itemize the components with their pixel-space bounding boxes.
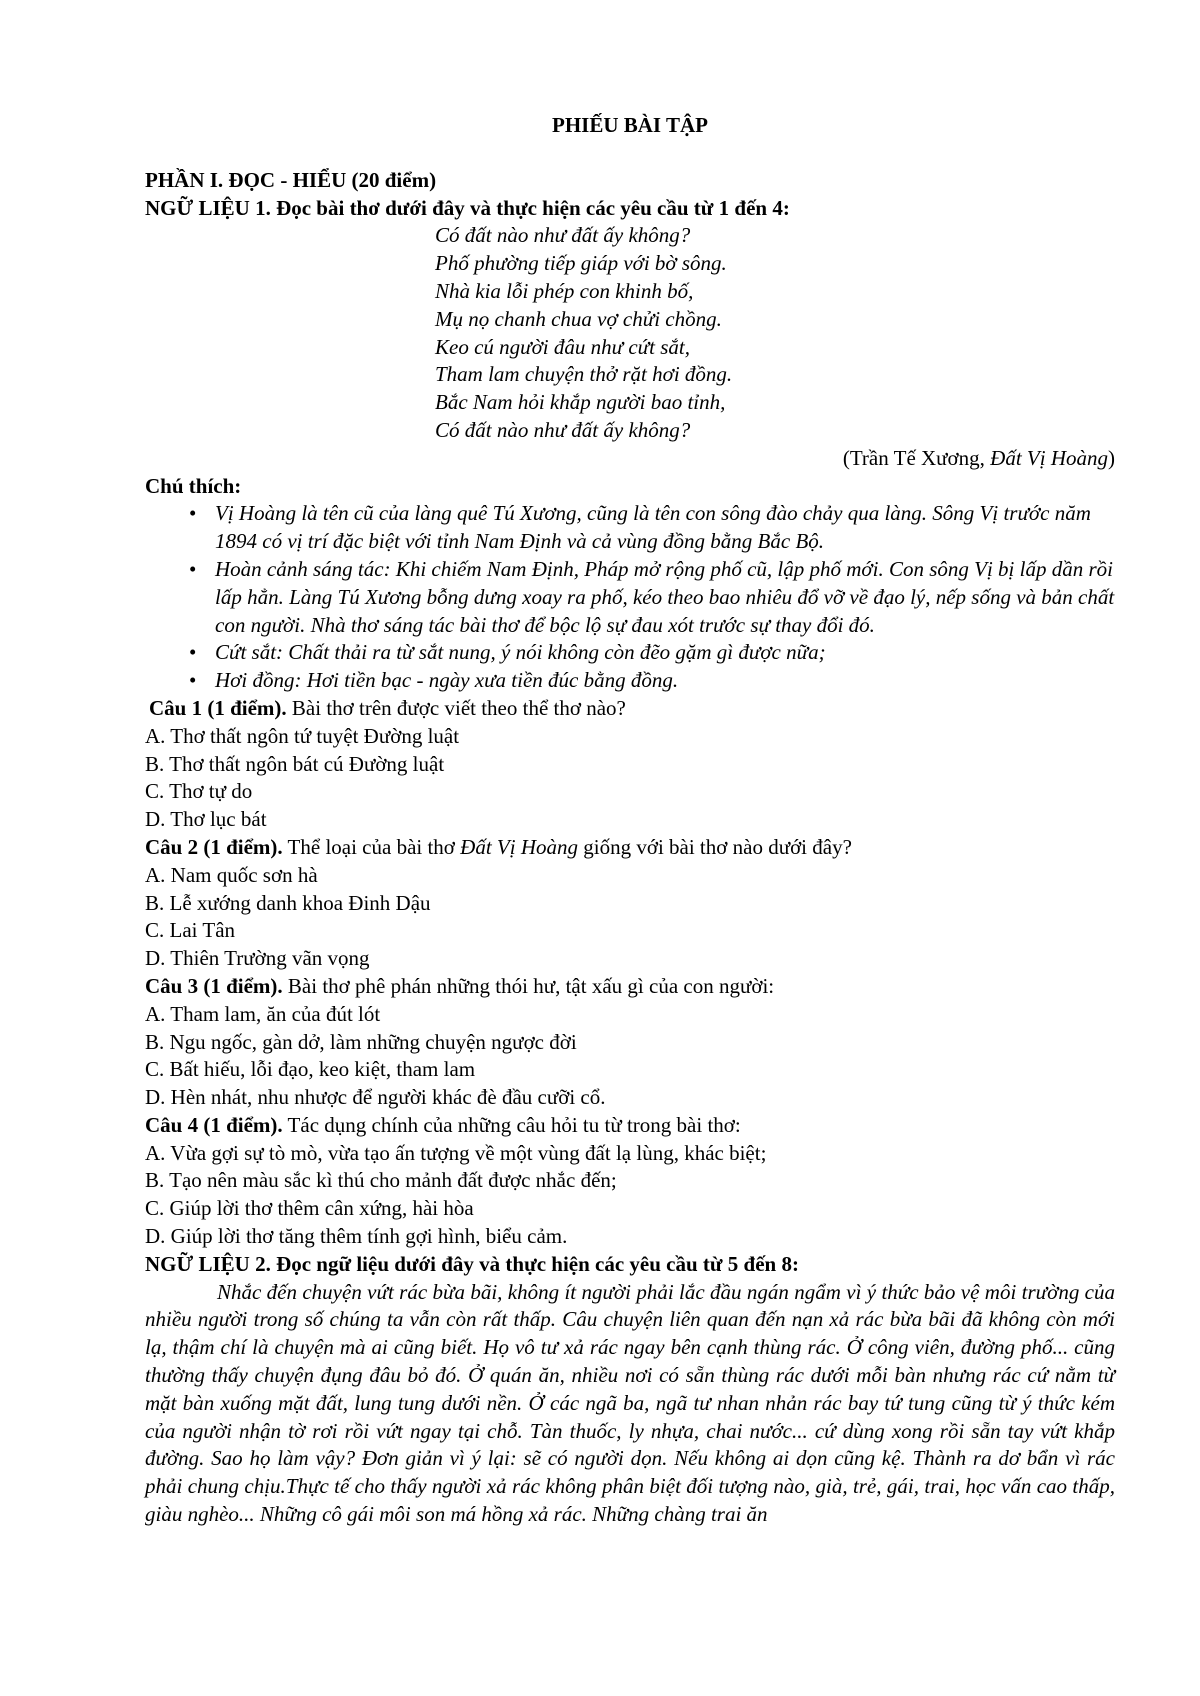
question-4-option-d: D. Giúp lời thơ tăng thêm tính gợi hình, biểu cảm. (145, 1224, 568, 1249)
question-4-text: Tác dụng chính của những câu hỏi tu từ trong bài thơ: (282, 1112, 741, 1137)
passage-paragraph: Nhắc đến chuyện vứt rác bừa bãi, không ít người phải lắc đầu ngán ngẩm vì ý thức bảo vệ môi trường của nhiều người trong số chúng ta vẫn còn rất thấp. Câu chuyện liên quan đến nạn xả rác bừa bãi đã không còn mới lạ, thậm chí là chuyện mà ai cũng biết. Họ vô tư xả rác ngay bên cạnh thùng rác. Ở công viên, đường phố... cũng thường thấy chuyện đụng đâu bỏ đó. Ở quán ăn, nhiều nơi có sẵn thùng rác dưới mỗi bàn nhưng rác cứ nằm từ mặt bàn xuống mặt đất, lung tung dưới nền. Ở các ngã ba, ngã tư nhan nhản rác bay tứ tung cũng từ ý thức kém của người nhận tờ rơi rồi vứt ngay tại chỗ. Tàn thuốc, ly nhựa, chai nước... cứ dùng xong rồi sẵn tay vứt khắp đường. Sao họ làm vậy? Đơn giản vì ý lại: sẽ có người dọn. Nếu không ai dọn cũng kệ. Thành ra dơ bẩn vì rác phải chung chịu.Thực tế cho thấy người xả rác không phân biệt đối tượng nào, già, trẻ, gái, trai, học vấn cao thấp, giàu nghèo... Những cô gái môi son má hồng xả rác. Những chàng trai ăn (145, 1279, 1115, 1527)
question-2-text-pre: Thể loại của bài thơ (282, 834, 461, 859)
poem-line: Tham lam chuyện thở rặt hơi đồng. (435, 362, 733, 387)
question-3-option-d: D. Hèn nhát, nhu nhược để người khác đè đầu cưỡi cổ. (145, 1085, 606, 1110)
note-item: • Vị Hoàng là tên cũ của làng quê Tú Xương, cũng là tên con sông đào chảy qua làng. Sông Vị trước năm 1894 có vị trí đặc biệt với tỉnh Nam Định và cả vùng đồng bằng Bắc Bộ. (215, 500, 1115, 556)
question-1 (145, 695, 1115, 723)
question-2-text-post: giống với bài thơ nào dưới đây? (578, 834, 852, 859)
poem-line: Mụ nọ chanh chua vợ chửi chồng. (435, 306, 722, 331)
worksheet-page (145, 112, 1115, 1529)
poem-source (145, 445, 1115, 473)
source-close: ) (1108, 445, 1115, 470)
note-item: • Cứt sắt: Chất thải ra từ sắt nung, ý nói không còn đẽo gặm gì được nữa; (215, 639, 1115, 667)
question-4 (145, 1112, 1115, 1140)
question-4-option-c: C. Giúp lời thơ thêm cân xứng, hài hòa (145, 1196, 474, 1221)
question-1-option-b: B. Thơ thất ngôn bát cú Đường luật (145, 751, 445, 776)
question-4-label: Câu 4 (1 điểm). (145, 1112, 283, 1137)
question-1-text: Bài thơ trên được viết theo thể thơ nào? (286, 695, 626, 720)
question-2-work: Đất Vị Hoàng (460, 834, 578, 859)
question-1-option-c: C. Thơ tự do (145, 779, 253, 804)
poem (435, 222, 1115, 444)
question-2-option-d: D. Thiên Trường vãn vọng (145, 946, 370, 971)
source-work: Đất Vị Hoàng (990, 445, 1108, 470)
question-1-option-d: D. Thơ lục bát (145, 807, 267, 832)
poem-line: Có đất nào như đất ấy không? (435, 223, 691, 248)
question-3-option-a: A. Tham lam, ăn của đút lót (145, 1001, 381, 1026)
question-4-option-b: B. Tạo nên màu sắc kì thú cho mảnh đất được nhắc đến; (145, 1168, 617, 1193)
poem-line: Phố phường tiếp giáp với bờ sông. (435, 251, 727, 276)
question-3-option-c: C. Bất hiếu, lỗi đạo, keo kiệt, tham lam (145, 1057, 476, 1082)
poem-line: Có đất nào như đất ấy không? (435, 417, 691, 442)
note-item: • Hơi đồng: Hơi tiền bạc - ngày xưa tiền đúc bằng đồng. (215, 667, 1115, 695)
question-1-option-a: A. Thơ thất ngôn tứ tuyệt Đường luật (145, 723, 460, 748)
question-3 (145, 973, 1115, 1001)
source-author: (Trần Tế Xương, (842, 445, 991, 470)
material-1-heading: NGỮ LIỆU 1. Đọc bài thơ dưới đây và thực hiện các yêu cầu từ 1 đến 4: (145, 195, 790, 220)
question-3-label: Câu 3 (1 điểm). (145, 973, 283, 998)
question-2-option-c: C. Lai Tân (145, 918, 236, 943)
question-1-label: Câu 1 (1 điểm). (149, 695, 287, 720)
material-2-heading: NGỮ LIỆU 2. Đọc ngữ liệu dưới đây và thực hiện các yêu cầu từ 5 đến 8: (145, 1251, 799, 1276)
note-item: • Hoàn cảnh sáng tác: Khi chiếm Nam Định, Pháp mở rộng phố cũ, lập phố mới. Con sông Vị bị lấp dần rồi lấp hẳn. Làng Tú Xương bỗng dưng xoay ra phố, kéo theo bao nhiêu đổ vỡ về đạo lý, nếp sống và bản chất con người. Nhà thơ sáng tác bài thơ để bộc lộ sự đau xót trước sự thay đổi đó. (215, 556, 1115, 639)
question-4-option-a: A. Vừa gợi sự tò mò, vừa tạo ấn tượng về một vùng đất lạ lùng, khác biệt; (145, 1140, 767, 1165)
page-title: PHIẾU BÀI TẬP (552, 113, 708, 137)
question-2 (145, 834, 1115, 862)
notes-heading: Chú thích: (145, 473, 242, 498)
part-heading: PHẦN I. ĐỌC - HIỂU (20 điểm) (145, 167, 437, 192)
question-3-option-b: B. Ngu ngốc, gàn dở, làm những chuyện ngược đời (145, 1029, 577, 1054)
question-2-option-b: B. Lễ xướng danh khoa Đinh Dậu (145, 890, 431, 915)
question-2-label: Câu 2 (1 điểm). (145, 834, 283, 859)
question-2-option-a: A. Nam quốc sơn hà (145, 862, 318, 887)
poem-line: Bắc Nam hỏi khắp người bao tỉnh, (435, 390, 726, 415)
notes-list (145, 500, 1115, 695)
poem-line: Nhà kia lỗi phép con khinh bố, (435, 278, 694, 303)
poem-line: Keo cú người đâu như cứt sắt, (435, 334, 690, 359)
question-3-text: Bài thơ phê phán những thói hư, tật xấu gì của con người: (282, 973, 775, 998)
